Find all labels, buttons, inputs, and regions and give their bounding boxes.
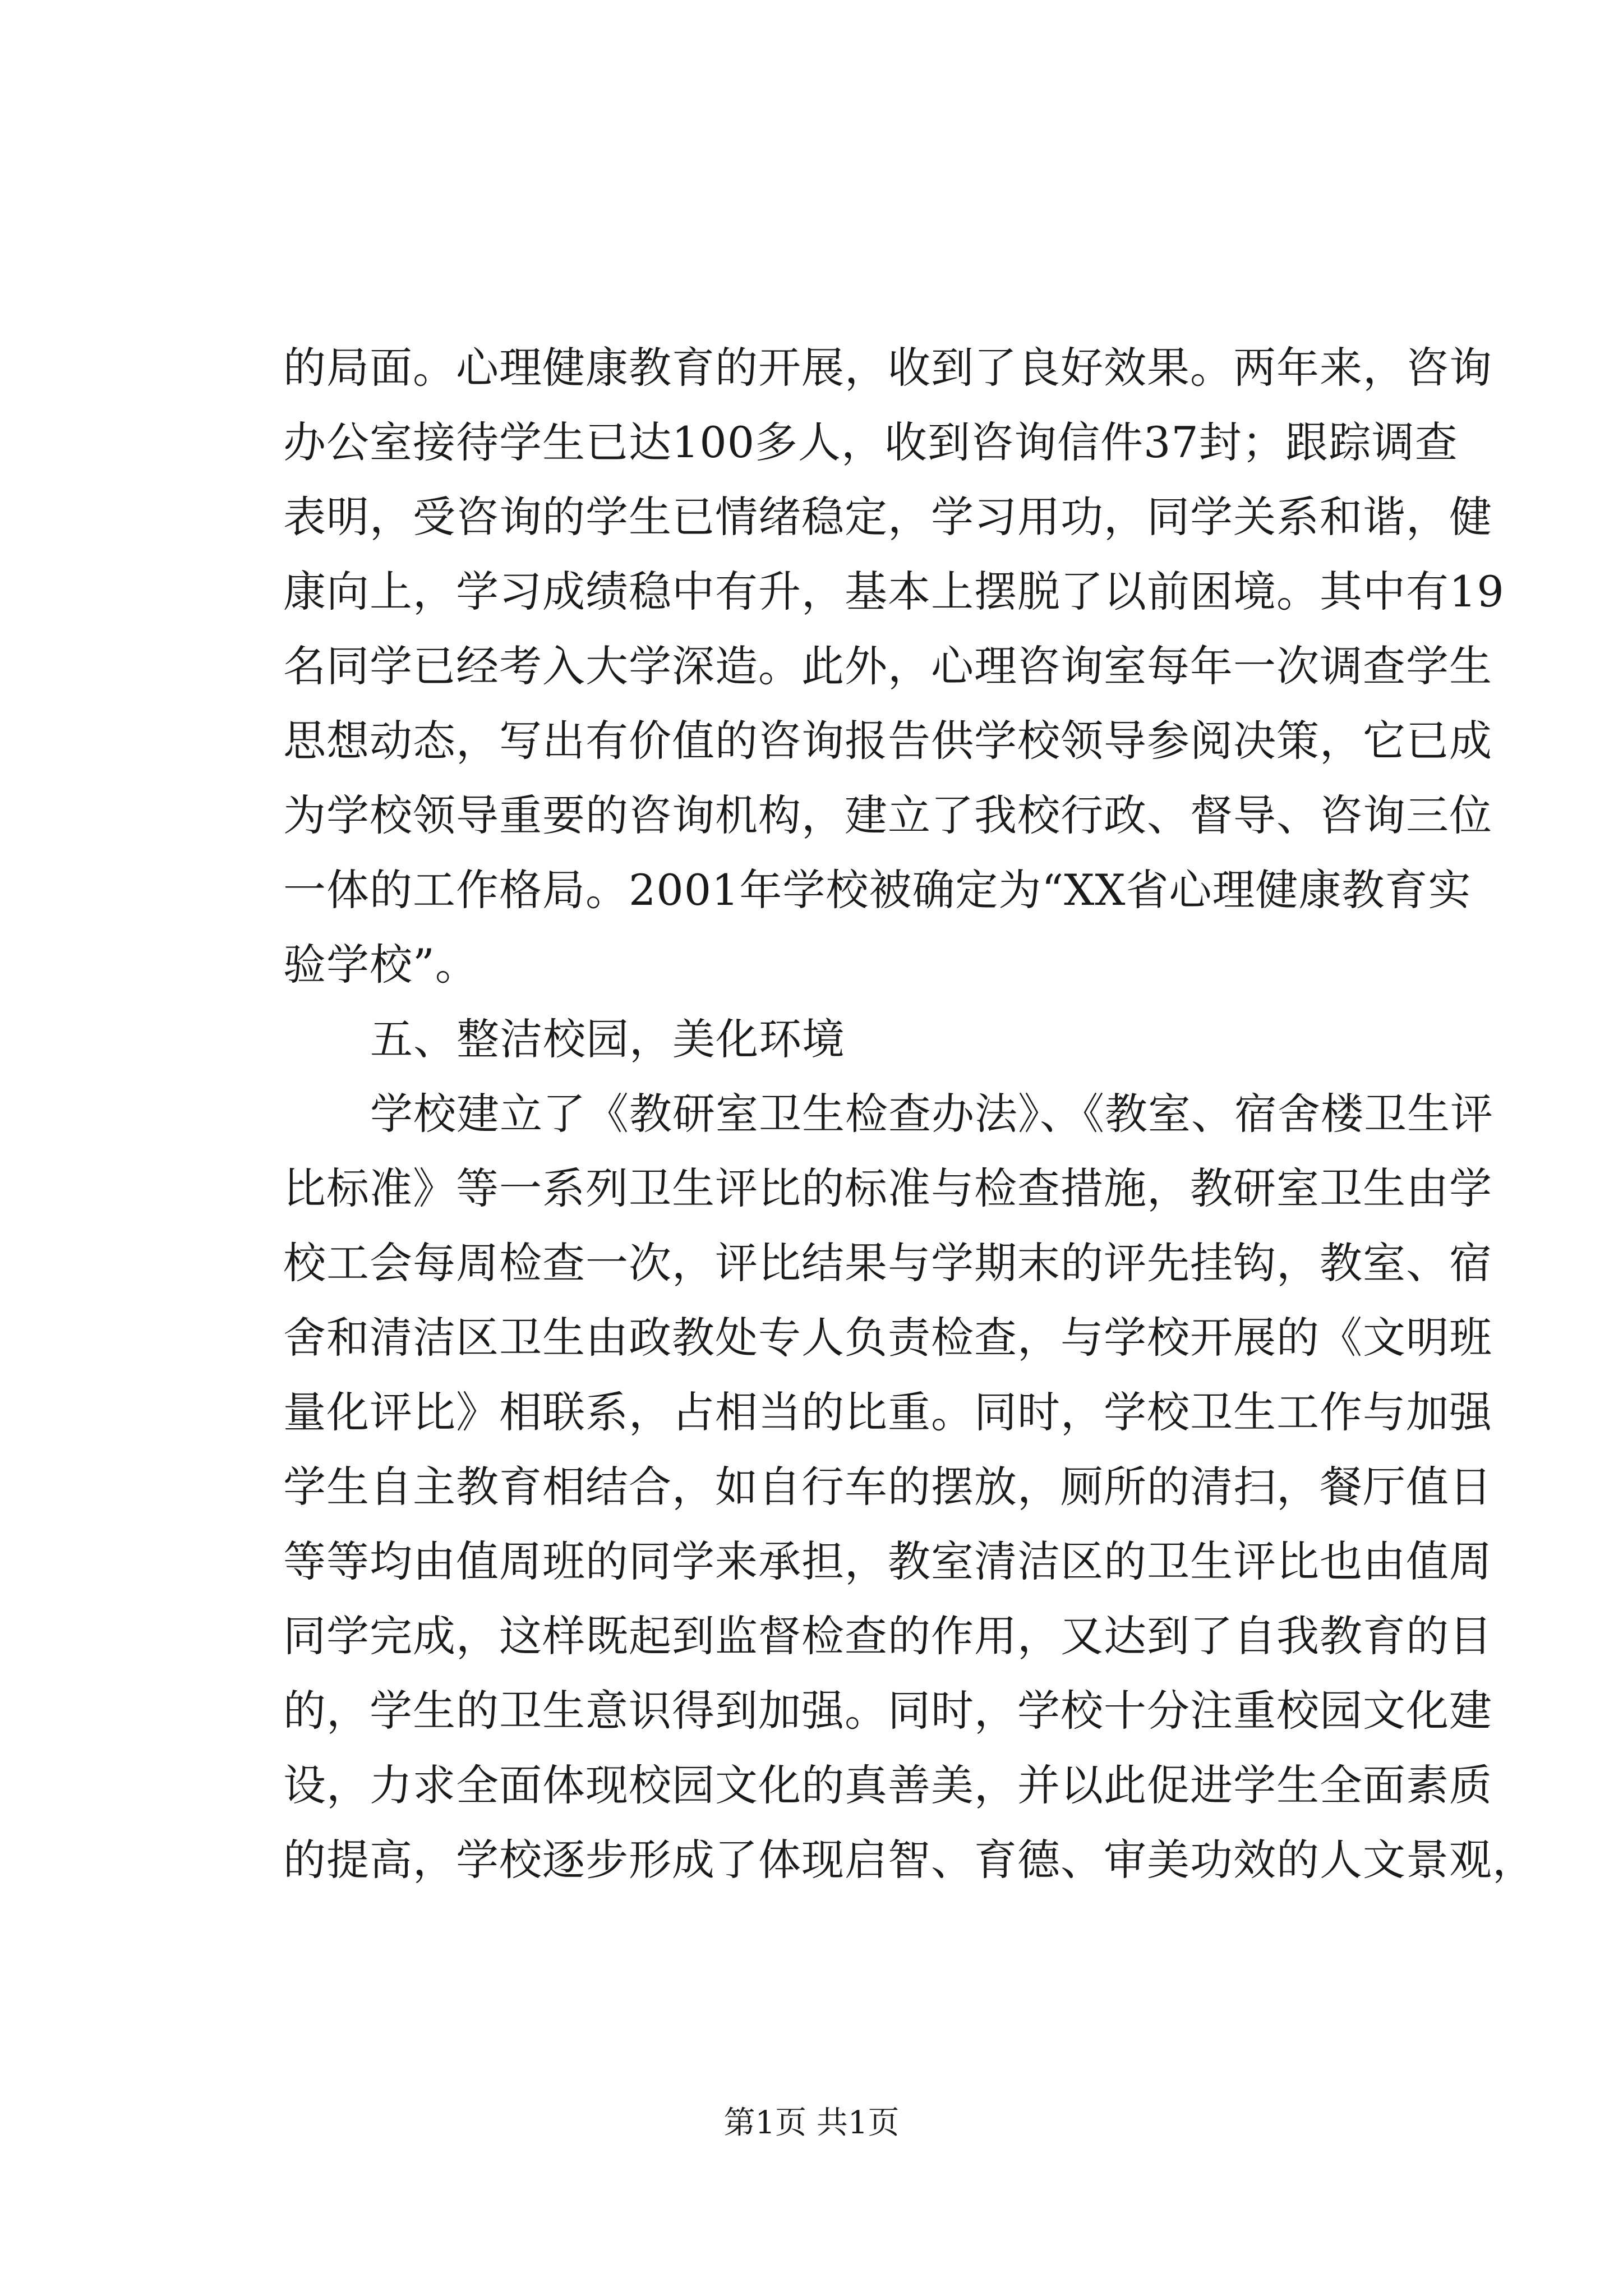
text-line: 量化评比》相联系，占相当的比重。同时，学校卫生工作与加强 (283, 1387, 1492, 1437)
text-line: 的，学生的卫生意识得到加强。同时，学校十分注重校园文化建 (283, 1686, 1492, 1736)
text-line: 验学校”。 (283, 940, 478, 990)
text-line: 等等均由值周班的同学来承担，教室清洁区的卫生评比也由值周 (283, 1536, 1492, 1586)
text-line: 比标准》等一系列卫生评比的标准与检查措施，教研室卫生由学 (283, 1163, 1492, 1213)
text-line: 学生自主教育相结合，如自行车的摆放，厕所的清扫，餐厅值日 (283, 1462, 1492, 1512)
text-line: 校工会每周检查一次，评比结果与学期末的评先挂钩，教室、宿 (283, 1238, 1492, 1288)
text-line: 舍和清洁区卫生由政教处专人负责检查，与学校开展的《文明班 (283, 1313, 1492, 1363)
text-line: 为学校领导重要的咨询机构，建立了我校行政、督导、咨询三位 (283, 790, 1492, 840)
text-line: 康向上，学习成绩稳中有升，基本上摆脱了以前困境。其中有19 (283, 567, 1505, 616)
text-line: 思想动态，写出有价值的咨询报告供学校领导参阅决策，它已成 (283, 716, 1492, 766)
text-line: 办公室接待学生已达100多人，收到咨询信件37封；跟踪调查 (283, 417, 1458, 467)
text-line: 学校建立了《教研室卫生检查办法》、《教室、宿舍楼卫生评 (370, 1089, 1493, 1139)
text-line: 表明，受咨询的学生已情绪稳定，学习用功，同学关系和谐，健 (283, 492, 1492, 542)
text-line: 的局面。心理健康教育的开展，收到了良好效果。两年来，咨询 (283, 343, 1492, 393)
section-heading: 五、整洁校园，美化环境 (370, 1014, 845, 1064)
text-line: 同学完成，这样既起到监督检查的作用，又达到了自我教育的目 (283, 1611, 1492, 1661)
text-line: 一体的工作格局。2001年学校被确定为“XX省心理健康教育实 (283, 865, 1472, 915)
page-number-footer: 第1页 共1页 (723, 2105, 900, 2141)
text-line: 名同学已经考入大学深造。此外，心理咨询室每年一次调查学生 (283, 641, 1492, 691)
text-line: 设，力求全面体现校园文化的真善美，并以此促进学生全面素质 (283, 1760, 1492, 1810)
text-line: 的提高，学校逐步形成了体现启智、育德、审美功效的人文景观， (283, 1835, 1536, 1885)
